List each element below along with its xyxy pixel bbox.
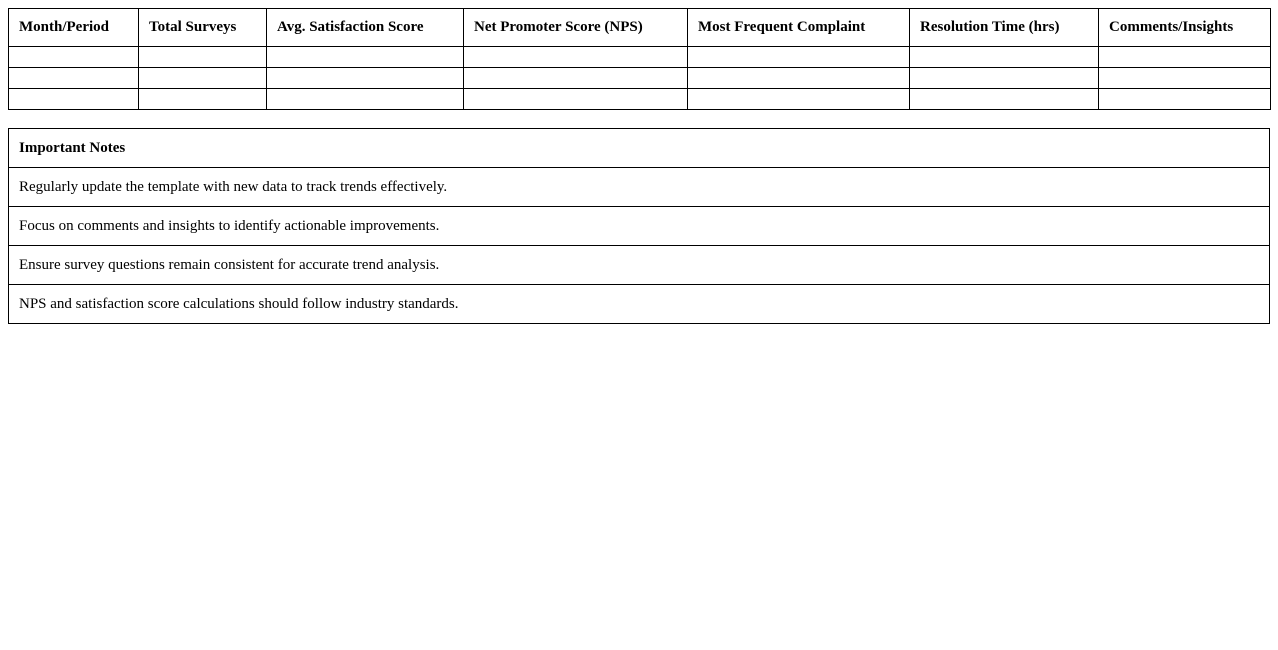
- column-header-comments-insights: Comments/Insights: [1099, 9, 1271, 47]
- column-header-resolution-time: Resolution Time (hrs): [910, 9, 1099, 47]
- column-header-month-period: Month/Period: [9, 9, 139, 47]
- column-header-total-surveys: Total Surveys: [139, 9, 267, 47]
- column-header-most-frequent-complaint: Most Frequent Complaint: [688, 9, 910, 47]
- document-body: [8, 8, 1270, 324]
- table-cell[interactable]: [9, 89, 139, 110]
- table-row: [9, 68, 1271, 89]
- table-row: [9, 89, 1271, 110]
- table-cell[interactable]: [688, 89, 910, 110]
- note-row: [9, 285, 1270, 324]
- note-row: [9, 207, 1270, 246]
- note-item: Regularly update the template with new data to track trends effectively.: [9, 168, 1270, 207]
- note-item: Focus on comments and insights to identify actionable improvements.: [9, 207, 1270, 246]
- survey-summary-table: [8, 8, 1271, 110]
- table-cell[interactable]: [1099, 68, 1271, 89]
- important-notes-table: [8, 128, 1270, 324]
- table-cell[interactable]: [464, 47, 688, 68]
- column-header-nps: Net Promoter Score (NPS): [464, 9, 688, 47]
- note-item: NPS and satisfaction score calculations should follow industry standards.: [9, 285, 1270, 324]
- table-cell[interactable]: [910, 47, 1099, 68]
- table-cell[interactable]: [139, 68, 267, 89]
- table-cell[interactable]: [9, 47, 139, 68]
- table-cell[interactable]: [688, 47, 910, 68]
- table-cell[interactable]: [910, 68, 1099, 89]
- table-cell[interactable]: [267, 47, 464, 68]
- note-row: [9, 168, 1270, 207]
- table-cell[interactable]: [139, 89, 267, 110]
- table-cell[interactable]: [9, 68, 139, 89]
- table-cell[interactable]: [267, 68, 464, 89]
- table-row: [9, 47, 1271, 68]
- table-cell[interactable]: [267, 89, 464, 110]
- notes-header-row: [9, 129, 1270, 168]
- table-cell[interactable]: [1099, 89, 1271, 110]
- table-cell[interactable]: [464, 89, 688, 110]
- note-row: [9, 246, 1270, 285]
- notes-title: Important Notes: [9, 129, 1270, 168]
- table-header-row: [9, 9, 1271, 47]
- table-cell[interactable]: [688, 68, 910, 89]
- table-cell[interactable]: [464, 68, 688, 89]
- table-cell[interactable]: [139, 47, 267, 68]
- note-item: Ensure survey questions remain consistent for accurate trend analysis.: [9, 246, 1270, 285]
- table-cell[interactable]: [1099, 47, 1271, 68]
- column-header-avg-satisfaction-score: Avg. Satisfaction Score: [267, 9, 464, 47]
- table-cell[interactable]: [910, 89, 1099, 110]
